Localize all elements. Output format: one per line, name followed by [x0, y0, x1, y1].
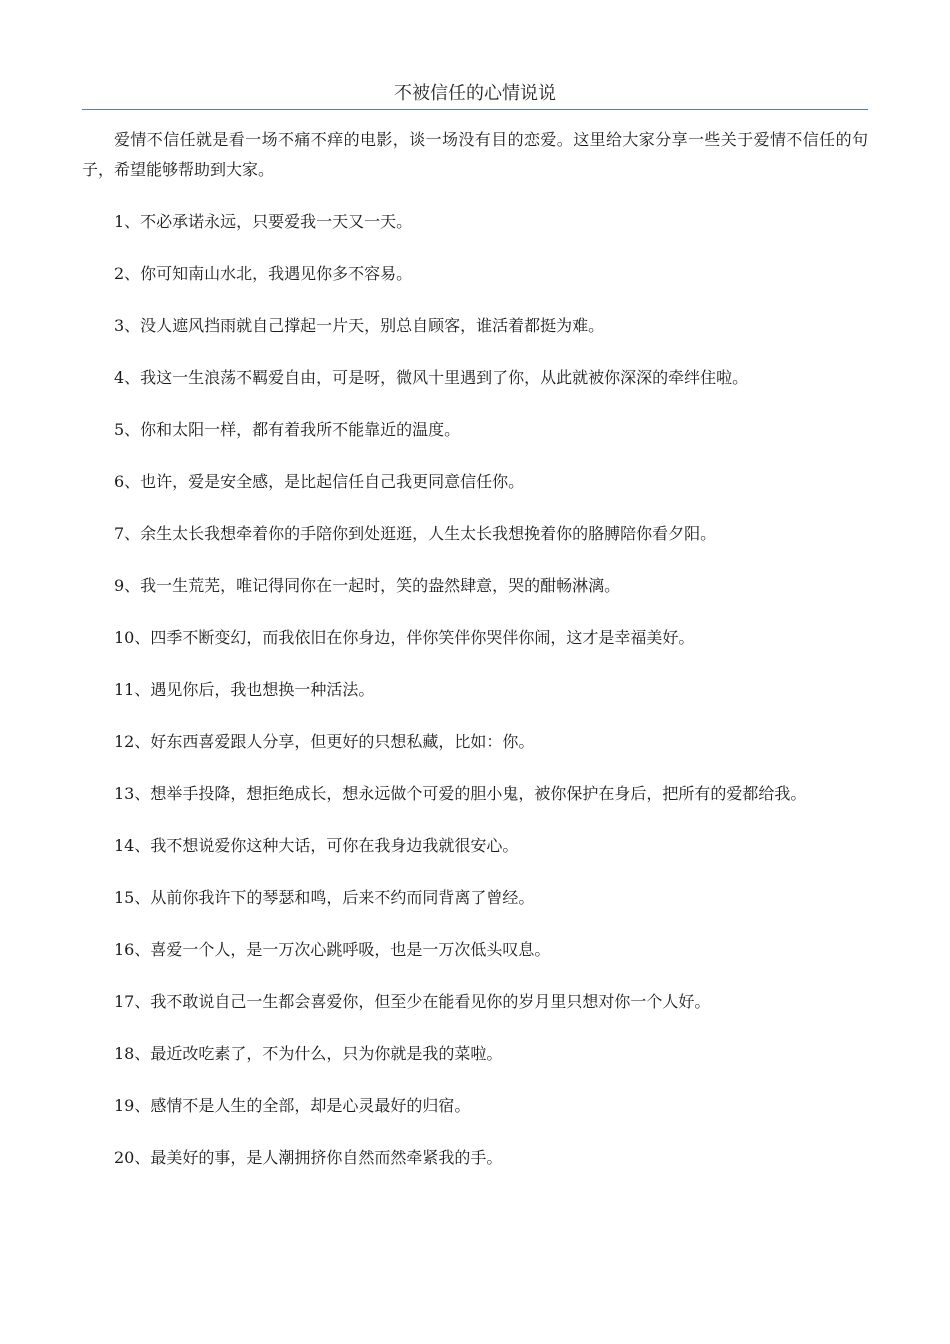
- quote-item-16: 16、喜爱一个人，是一万次心跳呼吸，也是一万次低头叹息。: [114, 940, 551, 959]
- quote-item-1: 1、不必承诺永远，只要爱我一天又一天。: [114, 212, 413, 231]
- quote-item-14: 14、我不想说爱你这种大话，可你在我身边我就很安心。: [114, 836, 519, 855]
- quote-list: [82, 207, 868, 1172]
- quote-item-18: 18、最近改吃素了，不为什么，只为你就是我的菜啦。: [114, 1044, 503, 1063]
- quote-item-9: 9、我一生荒芜，唯记得同你在一起时，笑的盎然肆意，哭的酣畅淋漓。: [114, 576, 621, 595]
- quote-item-15: 15、从前你我许下的琴瑟和鸣，后来不约而同背离了曾经。: [114, 888, 535, 907]
- quote-item-20: 20、最美好的事，是人潮拥挤你自然而然牵紧我的手。: [114, 1148, 503, 1167]
- quote-item-5: 5、你和太阳一样，都有着我所不能靠近的温度。: [114, 420, 461, 439]
- quote-item-17: 17、我不敢说自己一生都会喜爱你，但至少在能看见你的岁月里只想对你一个人好。: [114, 992, 711, 1011]
- quote-item-4: 4、我这一生浪荡不羁爱自由，可是呀，微风十里遇到了你，从此就被你深深的牵绊住啦。: [114, 368, 749, 387]
- quote-item-7: 7、余生太长我想牵着你的手陪你到处逛逛，人生太长我想挽着你的胳膊陪你看夕阳。: [114, 524, 717, 543]
- quote-item-2: 2、你可知南山水北，我遇见你多不容易。: [114, 264, 413, 283]
- document-title: 不被信任的心情说说: [394, 83, 556, 104]
- quote-item-11: 11、遇见你后，我也想换一种活法。: [114, 680, 375, 699]
- document-body: [82, 125, 868, 1172]
- quote-item-10: 10、四季不断变幻，而我依旧在你身边，伴你笑伴你哭伴你闹，这才是幸福美好。: [114, 628, 695, 647]
- intro-paragraph: 爱情不信任就是看一场不痛不痒的电影，谈一场没有目的恋爱。这里给大家分享一些关于爱情不信任的句子，希望能够帮助到大家。: [82, 130, 868, 179]
- quote-item-12: 12、好东西喜爱跟人分享，但更好的只想私藏，比如：你。: [114, 732, 535, 751]
- title-underline: [82, 109, 868, 110]
- quote-item-13: 13、想举手投降，想拒绝成长，想永远做个可爱的胆小鬼，被你保护在身后，把所有的爱都给我。: [114, 784, 807, 803]
- quote-item-6: 6、也许，爱是安全感，是比起信任自己我更同意信任你。: [114, 472, 525, 491]
- quote-item-3: 3、没人遮风挡雨就自己撑起一片天，别总自顾客，谁活着都挺为难。: [114, 316, 605, 335]
- quote-item-19: 19、感情不是人生的全部，却是心灵最好的归宿。: [114, 1096, 471, 1115]
